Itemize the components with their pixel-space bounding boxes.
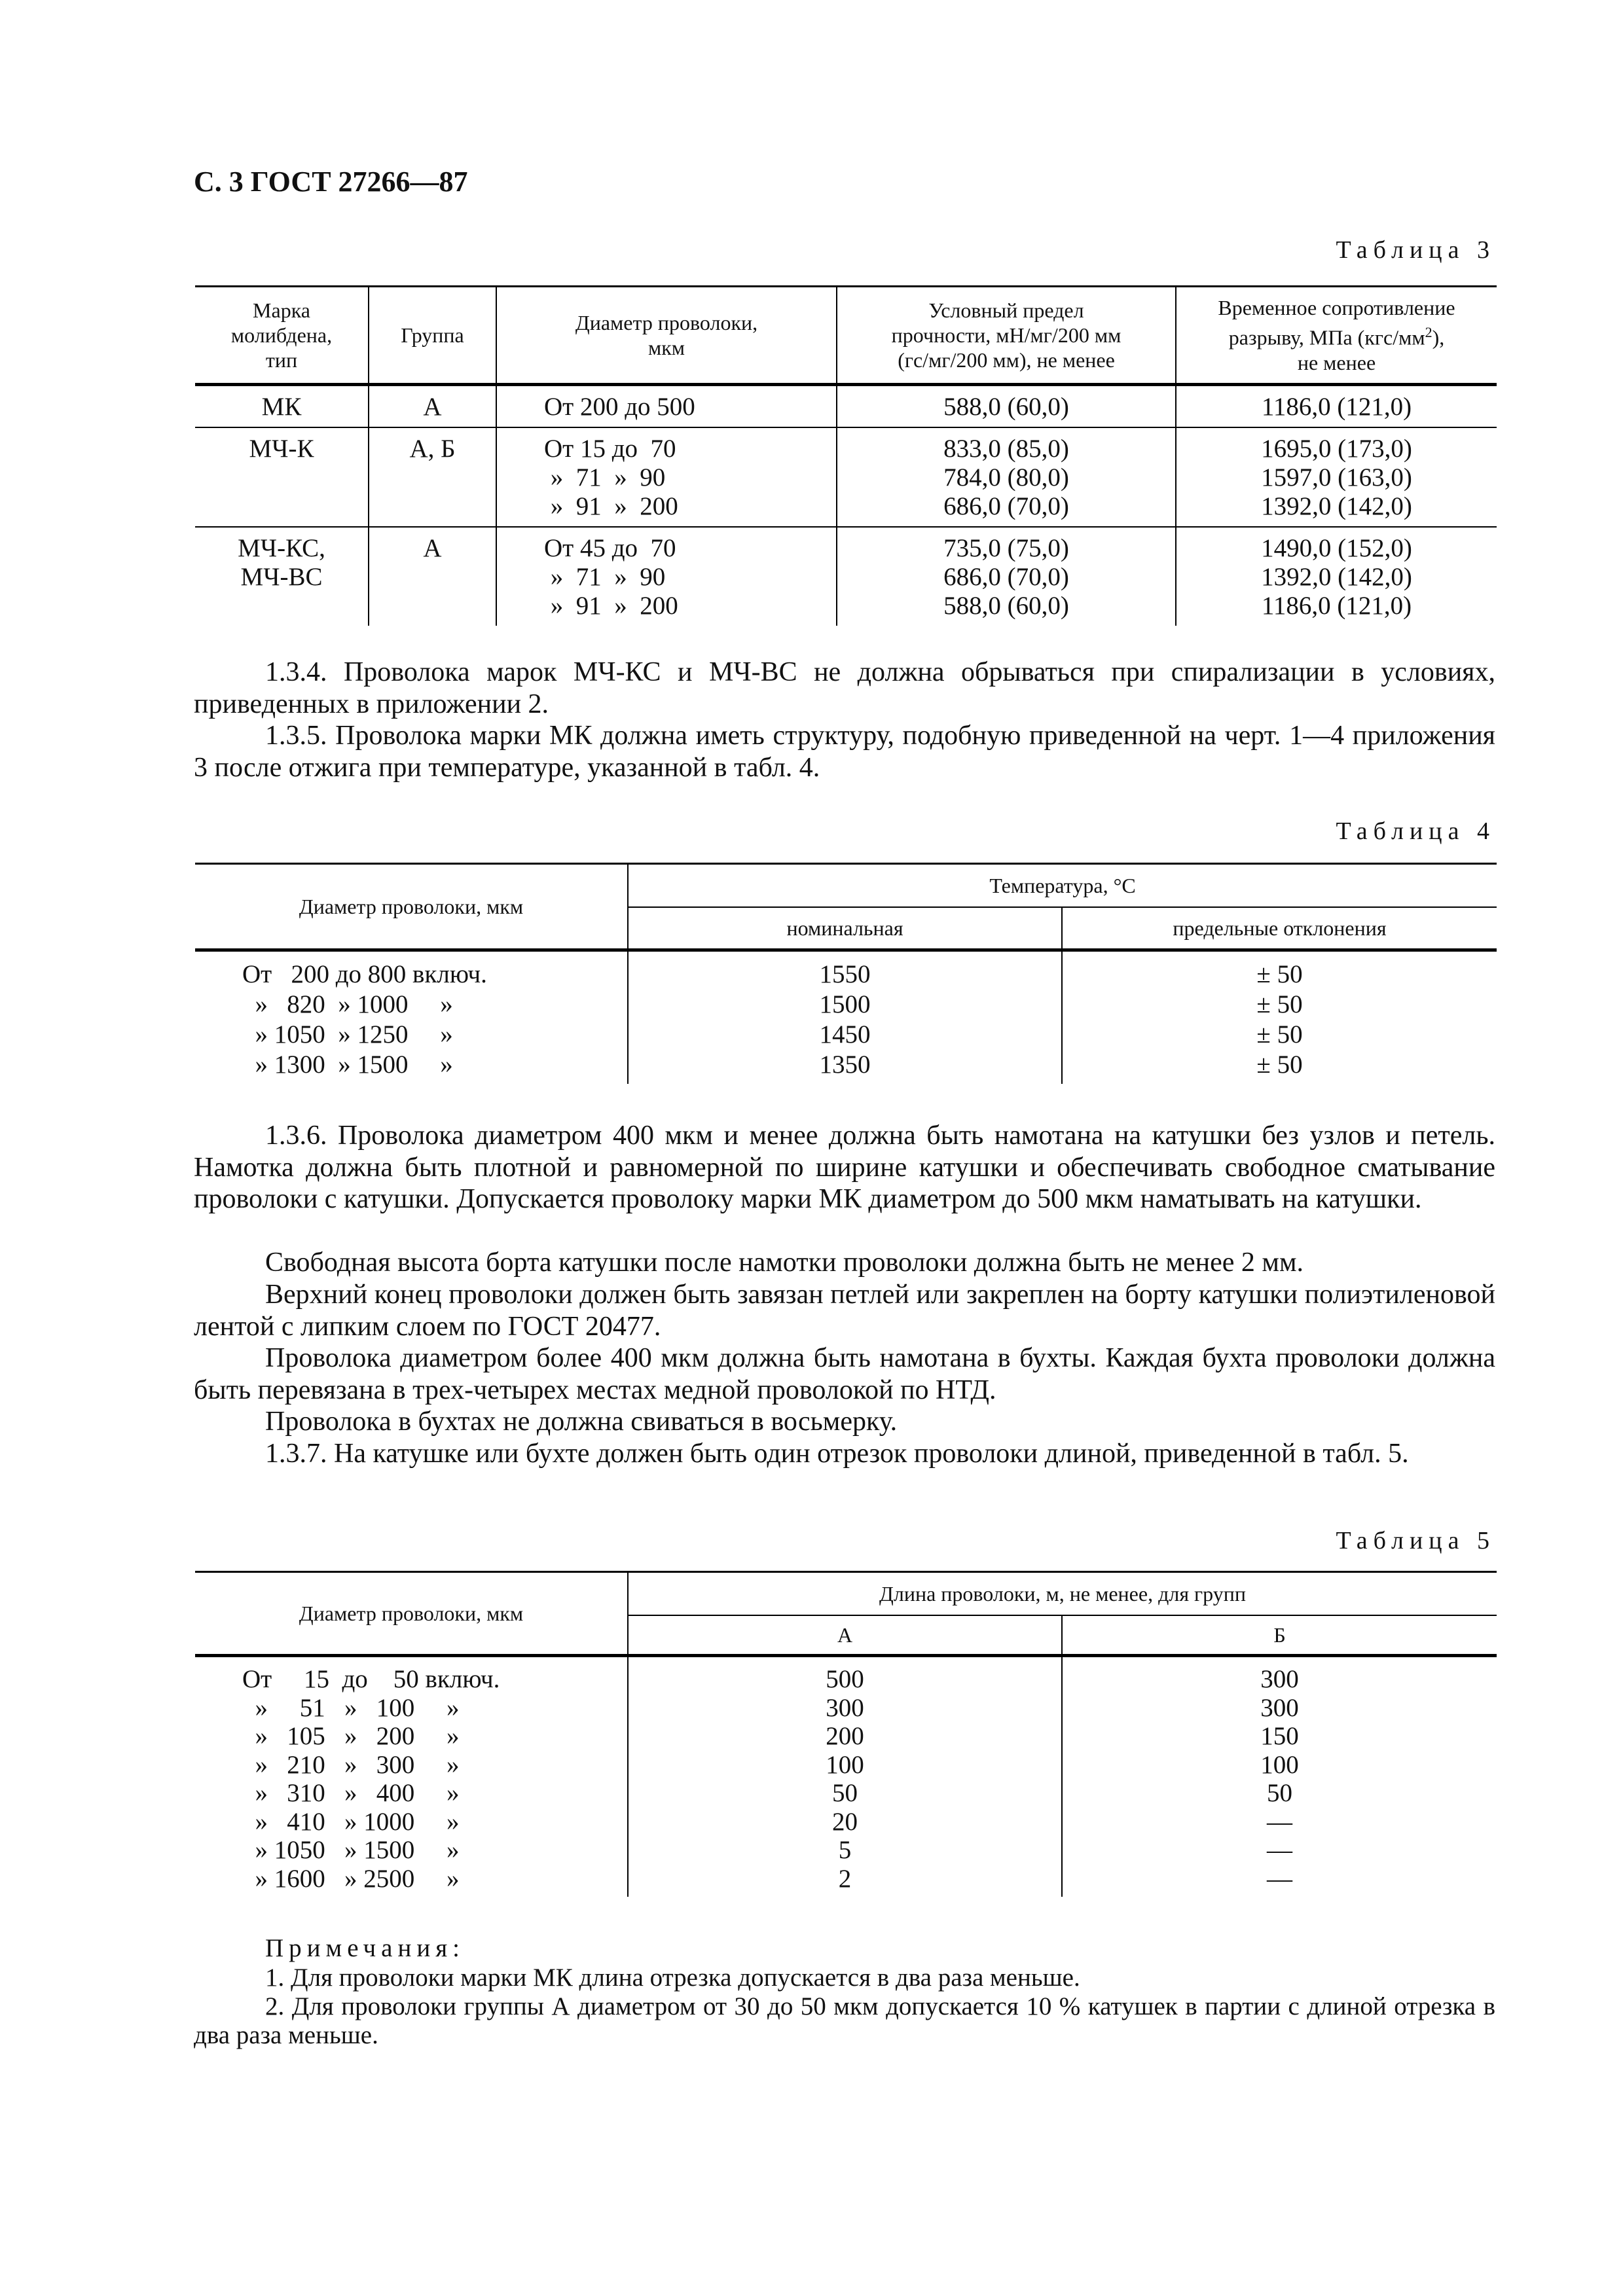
paragraph-1-3-7: 1.3.7. На катушке или бухте должен быть один отрезок проволоки длиной, приведенной в табл. 5. (265, 1439, 1409, 1469)
table-3-cell-group: А (369, 527, 496, 626)
table-5-caption: Таблица 5 (1336, 1527, 1495, 1554)
table-3-cell-grade: МК (195, 385, 369, 428)
paragraph-1-3-5: 1.3.5. Проволока марки МК должна иметь структуру, подобную приведенной на черт. 1—4 приложения 3 после отжига при температуре, указанной в табл. 4. (194, 721, 1495, 783)
table-4-header-diameter: Диаметр проволоки, мкм (195, 864, 628, 950)
table-5-header-diameter: Диаметр проволоки, мкм (195, 1572, 628, 1656)
table-3-cell-group: А, Б (369, 427, 496, 527)
table-3-cell-group: А (369, 385, 496, 428)
table-3-cell-strength: 735,0 (75,0) 686,0 (70,0) 588,0 (60,0) (837, 527, 1176, 626)
notes-title: Примечания: (265, 1934, 465, 1962)
table-3-cell-strength: 588,0 (60,0) (837, 385, 1176, 428)
table-3-cell-diameter: От 45 до 70 » 71 » 90 » 91 » 200 (496, 527, 837, 626)
page-header: С. 3 ГОСТ 27266—87 (194, 166, 468, 198)
table-row (195, 950, 1497, 1085)
table-3-header-grade: Марка молибдена, тип (195, 287, 369, 385)
table-3-header-strength: Условный предел прочности, мН/мг/200 мм (гс/мг/200 мм), не менее (837, 287, 1176, 385)
table-3-cell-grade: МЧ-К (195, 427, 369, 527)
paragraph-figure-eight: Проволока в бухтах не должна свиваться в восьмерку. (265, 1407, 898, 1437)
table-4-header-temperature: Температура, °С (628, 864, 1497, 908)
table-3-header-row (195, 287, 1497, 385)
table-5-header-group-a: А (628, 1615, 1062, 1656)
table-row (195, 527, 1497, 626)
paragraph-coils: Проволока диаметром более 400 мкм должна быть намотана в бухты. Каждая бухта проволоки должна быть перевязана в трех-четырех местах медной проволокой по НТД. (194, 1343, 1495, 1405)
table-4 (195, 863, 1497, 1084)
table-3-cell-diameter: От 15 до 70 » 71 » 90 » 91 » 200 (496, 427, 837, 527)
note-1: 1. Для проволоки марки МК длина отрезка допускается в два раза меньше. (265, 1964, 1080, 1992)
table-3-header-group: Группа (369, 287, 496, 385)
table-5-group-b: 300 300 150 100 50 — — — (1062, 1656, 1497, 1897)
table-4-diameters: От 200 до 800 включ. » 820 » 1000 » » 1050 » 1250 » » 1300 » 1500 » (242, 960, 487, 1079)
table-4-header-deviation: предельные отклонения (1062, 907, 1497, 950)
table-3-cell-resistance: 1490,0 (152,0) 1392,0 (142,0) 1186,0 (121,0) (1176, 527, 1497, 626)
table-3-header-resistance: Временное сопротивление разрыву, МПа $(кгс/мм^2)$, не менее (1176, 287, 1497, 385)
table-5-group-a: 500 300 200 100 50 20 5 2 (628, 1656, 1062, 1897)
table-3-cell-diameter: От 200 до 500 (496, 385, 837, 428)
table-4-nominal: 1550 1500 1450 1350 (628, 950, 1062, 1085)
table-3 (195, 285, 1497, 626)
table-4-header-nominal: номинальная (628, 907, 1062, 950)
table-3-cell-resistance: 1695,0 (173,0) 1597,0 (163,0) 1392,0 (142,0) (1176, 427, 1497, 527)
paragraph-1-3-6: 1.3.6. Проволока диаметром 400 мкм и менее должна быть намотана на катушки без узлов и петель. Намотка должна быть плотной и равномерной по ширине катушки и обеспечивать свободное сматывание проволоки с катушки. Допускается проволоку марки МК диаметром до 500 мкм наматывать на катушки. (194, 1121, 1495, 1214)
table-4-caption: Таблица 4 (1336, 817, 1495, 845)
paragraph-1-3-4: 1.3.4. Проволока марок МЧ-КС и МЧ-ВС не должна обрываться при спирализации в условиях, приведенных в приложении 2. (194, 657, 1495, 719)
table-3-cell-resistance: 1186,0 (121,0) (1176, 385, 1497, 428)
table-5 (195, 1571, 1497, 1897)
table-3-header-diameter: Диаметр проволоки, мкм (496, 287, 837, 385)
table-5-header-row (195, 1572, 1497, 1616)
table-row (195, 427, 1497, 527)
table-row (195, 1656, 1497, 1897)
table-3-caption: Таблица 3 (1336, 236, 1495, 264)
table-5-diameters: От 15 до 50 включ. » 51 » 100 » » 105 » 200 » » 210 » 300 » » 310 » 400 » » 410 » 1000 » » 1050 » 1500 » » 1600 » 2500 » (242, 1665, 500, 1893)
paragraph-free-height: Свободная высота борта катушки после намотки проволоки должна быть не менее 2 мм. (265, 1247, 1304, 1278)
table-3-cell-strength: 833,0 (85,0) 784,0 (80,0) 686,0 (70,0) (837, 427, 1176, 527)
note-2: 2. Для проволоки группы А диаметром от 30 до 50 мкм допускается 10 % катушек в партии с длиной отрезка в два раза меньше. (194, 1992, 1495, 2049)
table-row (195, 385, 1497, 428)
table-5-header-group-b: Б (1062, 1615, 1497, 1656)
table-5-header-length: Длина проволоки, м, не менее, для групп (628, 1572, 1497, 1616)
table-4-header-row (195, 864, 1497, 908)
paragraph-upper-end: Верхний конец проволоки должен быть завязан петлей или закреплен на борту катушки полиэтиленовой лентой с липким слоем по ГОСТ 20477. (194, 1280, 1495, 1342)
table-3-cell-grade: МЧ-КС, МЧ-ВС (238, 534, 325, 591)
table-4-deviation: ± 50 ± 50 ± 50 ± 50 (1062, 950, 1497, 1085)
